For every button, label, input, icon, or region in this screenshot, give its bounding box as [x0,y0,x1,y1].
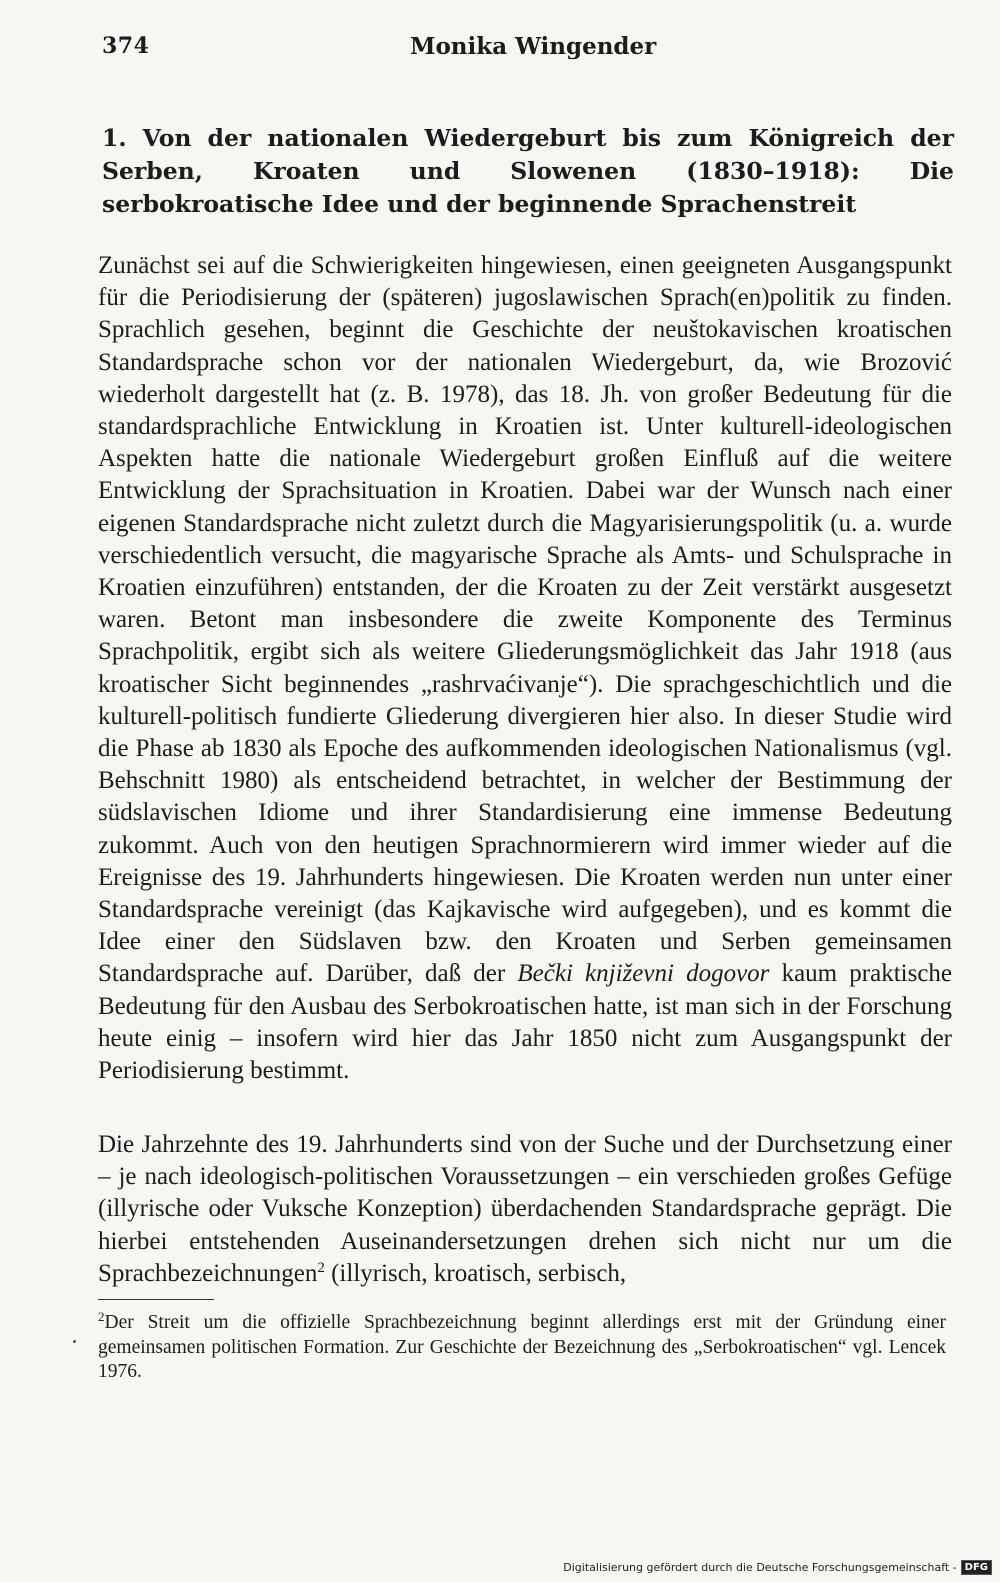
paragraph-2 [98,1129,952,1290]
footnote [98,1305,946,1385]
digitization-credit [563,1560,992,1575]
section-heading: 1. Von der nationalen Wiedergeburt bis zum Königreich der Serben, Kroaten und Slowenen (1830–1918): Die serbokroatische Idee und der beginnende Sprachenstreit [102,124,954,218]
footnote-divider [98,1299,214,1300]
page-number: 374 [102,33,150,59]
dfg-logo: DFG [961,1560,992,1575]
paragraph-2-text-a: Die Jahrzehnte des 19. Jahrhunderts sind von der Suche und der Durchsetzung einer – je nach ideologisch-politischen Voraussetzungen – ein verschieden großes Gefüge (illyrische oder Vuksche Konzeption) überdachenden Standardsprache geprägt. Die hierbei entstehenden Auseinandersetzungen drehen sich nicht nur um die Sprachbezeichnungen [98,1131,952,1287]
paragraph-1 [98,250,952,1087]
scan-speck [73,1340,76,1343]
footnote-text: Der Streit um die offizielle Sprachbezeichnung beginnt allerdings erst mit der Gründung einer gemeinsamen politischen Formation. Zur Geschichte der Bezeichnung des „Serbokroatischen“ vgl. Lencek 1976. [98,1312,946,1382]
paragraph-1-text-a: Zunächst sei auf die Schwierigkeiten hingewiesen, einen geeigneten Ausgangspunkt für die Periodisierung der (späteren) jugoslawischen Sprach(en)politik zu finden. Sprachlich gesehen, beginnt die Geschichte der neuštokavischen kroatischen Standardsprache schon vor der nationalen Wiedergeburt, da, wie Brozović wiederholt dargestellt hat (z. B. 1978), das 18. Jh. von großer Bedeutung für die standardsprachliche Entwicklung in Kroatien ist. Unter kulturell-ideologischen Aspekten hatte die nationale Wiedergeburt großen Einfluß auf die weitere Entwicklung der Sprachsituation in Kroatien. Dabei war der Wunsch nach einer eigenen Standardsprache nicht zuletzt durch die Magyarisierungspolitik (u. a. wurde verschiedentlich versucht, die magyarische Sprache als Amts- und Schulsprache in Kroatien einzuführen) entstanden, der die Kroaten zu der Zeit verstärkt ausgesetzt waren. Betont man insbesondere die zweite Komponente des Terminus Sprachpolitik, ergibt sich als weitere Gliederungsmöglichkeit das Jahr 1918 (aus kroatischer Sicht beginnendes „rashrvaćivanje“). Die sprachgeschichtlich und die kulturell-politisch fundierte Gliederung divergieren hier also. In dieser Studie wird die Phase ab 1830 als Epoche des aufkommenden ideologischen Nationalismus (vgl. Behschnitt 1980) als entscheidend betrachtet, in welcher der Bestimmung der südslavischen Idiome und ihrer Standardisierung eine immense Bedeutung zukommt. Auch von den heutigen Sprachnormierern wird immer wieder auf die Ereignisse des 19. Jahrhunderts hingewiesen. Die Kroaten werden nun unter einer Standardsprache vereinigt (das Kajkavische wird aufgegeben), und es kommt die Idee einer den Südslaven bzw. den Kroaten und Serben gemeinsamen Standardsprache auf. Darüber, daß der [98,252,952,988]
paragraph-1-italic-title: Bečki književni dogovor [517,960,770,988]
paragraph-2-text-b: (illyrisch, kroatisch, serbisch, [331,1259,627,1287]
paragraph-1-text-b: kaum praktische Bedeutung für den Ausbau des Serbokroatischen hatte, ist man sich in der Forschung heute einig – insofern wird hier das Jahr 1850 nicht zum Ausgangspunkt der Periodisierung bestimmt. [98,960,953,1085]
running-head-author: Monika Wingender [410,33,657,60]
credit-text: Digitalisierung gefördert durch die Deutsche Forschungsgemeinschaft - [563,1561,957,1574]
footnote-number: 2 [98,1309,105,1324]
footnote-reference[interactable]: 2 [317,1259,325,1276]
